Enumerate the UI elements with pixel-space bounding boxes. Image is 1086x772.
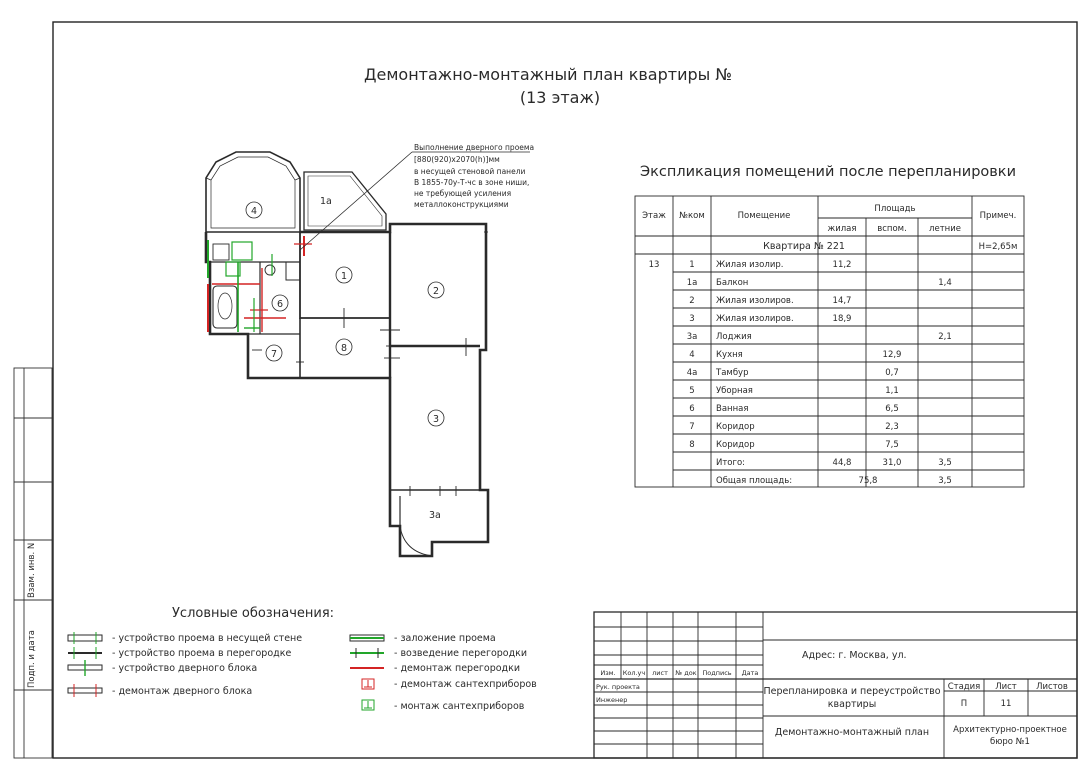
table-row: [689, 440, 898, 450]
svg-text:- возведение перегородки: - возведение перегородки: [394, 648, 528, 659]
table-row: [687, 278, 952, 288]
cell-living: 11,2: [832, 260, 852, 270]
cell-name: Уборная: [716, 386, 753, 396]
cell-name: Лоджия: [716, 332, 752, 342]
table-row: [689, 404, 898, 414]
cell-num: 3: [689, 314, 695, 324]
explication-title: Экспликация помещений после перепланировки: [639, 164, 1017, 180]
svg-text:- устройство дверного блока: - устройство дверного блока: [112, 663, 258, 674]
explication-rows: [687, 260, 952, 450]
cell-num: 1: [689, 260, 695, 270]
svg-text:- устройство проема в перегоро: - устройство проема в перегородке: [112, 648, 292, 659]
svg-text:3,5: 3,5: [938, 458, 952, 468]
room-3: 3: [432, 414, 440, 425]
svg-text:бюро №1: бюро №1: [990, 737, 1030, 747]
cell-name: Коридор: [716, 440, 755, 450]
room-1: 1: [340, 271, 348, 282]
table-row: [689, 260, 851, 270]
cell-num: 8: [689, 440, 695, 450]
svg-text:11: 11: [1000, 699, 1012, 709]
svg-text:Общая площадь:: Общая площадь:: [716, 476, 793, 486]
room-4: 4: [250, 206, 258, 217]
table-row: [689, 422, 898, 432]
svg-text:№ком: №ком: [679, 211, 705, 221]
svg-text:75,8: 75,8: [858, 476, 878, 486]
room-2: 2: [432, 286, 440, 297]
cell-num: 1а: [686, 278, 698, 288]
cell-num: 6: [689, 404, 695, 414]
cell-aux: 0,7: [885, 368, 899, 378]
svg-text:- демонтаж перегородки: - демонтаж перегородки: [394, 663, 521, 674]
svg-text:Квартира № 221: Квартира № 221: [763, 241, 845, 252]
cell-num: 4а: [686, 368, 698, 378]
svg-text:Итого:: Итого:: [716, 458, 746, 468]
svg-text:П: П: [960, 699, 968, 709]
side-stamp-replace: Взам. инв. N: [27, 542, 37, 598]
side-stamp-signature: Подп. и дата: [27, 630, 37, 688]
cell-name: Кухня: [716, 350, 743, 360]
svg-text:Инженер: Инженер: [596, 696, 628, 704]
svg-text:Изм.: Изм.: [600, 669, 616, 677]
table-row: [689, 386, 898, 396]
explication-totals: [716, 458, 952, 486]
cell-num: 2: [689, 296, 695, 306]
cell-name: Жилая изолир.: [716, 260, 784, 270]
table-row: [689, 314, 851, 324]
svg-text:13: 13: [648, 260, 660, 270]
svg-text:не требующей усиления: не требующей усиления: [414, 189, 512, 198]
legend-labels: [112, 633, 537, 712]
cell-num: 7: [689, 422, 695, 432]
svg-text:лист: лист: [652, 669, 668, 677]
svg-text:- демонтаж дверного блока: - демонтаж дверного блока: [112, 686, 253, 697]
cell-name: Балкон: [716, 278, 749, 288]
svg-text:в несущей стеновой панели: в несущей стеновой панели: [414, 167, 526, 176]
svg-text:летние: летние: [929, 224, 961, 234]
callout-note: [414, 143, 534, 209]
cell-summer: 1,4: [938, 278, 952, 288]
svg-text:- устройство проема в несущей: - устройство проема в несущей стене: [112, 633, 303, 644]
svg-text:- демонтаж сантехприборов: - демонтаж сантехприборов: [394, 679, 537, 690]
svg-text:Кол.уч: Кол.уч: [622, 669, 646, 677]
svg-text:Дата: Дата: [741, 669, 759, 677]
cell-num: 5: [689, 386, 695, 396]
plan-modifications: [208, 236, 312, 332]
svg-text:[880(920)x2070(h)]мм: [880(920)x2070(h)]мм: [414, 155, 500, 164]
door-marks: [252, 232, 488, 496]
cell-aux: 6,5: [885, 404, 899, 414]
svg-text:Листов: Листов: [1036, 682, 1068, 692]
svg-text:Площадь: Площадь: [874, 204, 916, 214]
svg-text:Адрес: г. Москва, ул.: Адрес: г. Москва, ул.: [802, 650, 907, 661]
svg-text:Помещение: Помещение: [737, 211, 791, 221]
table-row: [689, 350, 901, 360]
cell-name: Тамбур: [716, 368, 749, 378]
explication-header: [642, 204, 1017, 270]
svg-text:Лист: Лист: [995, 682, 1017, 692]
plan-subtitle: (13 этаж): [519, 88, 601, 107]
svg-text:Примеч.: Примеч.: [979, 211, 1017, 221]
room-markers: [246, 202, 444, 426]
cell-aux: 12,9: [882, 350, 902, 360]
svg-text:вспом.: вспом.: [877, 224, 907, 234]
svg-text:жилая: жилая: [827, 224, 857, 234]
svg-text:Этаж: Этаж: [642, 211, 666, 221]
svg-text:31,0: 31,0: [882, 458, 902, 468]
table-row: [689, 296, 851, 306]
plan-title: Демонтажно-монтажный план квартиры №: [364, 65, 732, 84]
room-7: 7: [270, 349, 278, 360]
svg-text:- монтаж сантехприборов: - монтаж сантехприборов: [394, 701, 525, 712]
cell-living: 14,7: [832, 296, 852, 306]
svg-text:Демонтажно-монтажный план: Демонтажно-монтажный план: [774, 727, 930, 738]
svg-text:Стадия: Стадия: [947, 682, 981, 692]
table-row: [687, 368, 899, 378]
svg-text:44,8: 44,8: [832, 458, 852, 468]
svg-text:Подпись: Подпись: [702, 669, 732, 677]
svg-text:Н=2,65м: Н=2,65м: [978, 242, 1018, 252]
room-6: 6: [276, 299, 284, 310]
svg-text:3,5: 3,5: [938, 476, 952, 486]
svg-text:Перепланировка и переустройств: Перепланировка и переустройство: [763, 686, 941, 697]
cell-aux: 2,3: [885, 422, 899, 432]
svg-text:№ док: № док: [675, 669, 697, 677]
cell-name: Жилая изолиров.: [716, 296, 794, 306]
cell-living: 18,9: [832, 314, 852, 324]
cell-aux: 1,1: [885, 386, 899, 396]
svg-text:квартиры: квартиры: [827, 699, 877, 710]
room-3a-label: 3а: [429, 510, 441, 521]
room-1a-label: 1а: [320, 196, 332, 207]
room-8: 8: [340, 343, 348, 354]
cell-name: Коридор: [716, 422, 755, 432]
cell-name: Жилая изолиров.: [716, 314, 794, 324]
svg-text:Архитектурно-проектное: Архитектурно-проектное: [953, 725, 1067, 735]
cell-num: 3а: [686, 332, 698, 342]
svg-text:В 1855-70у-Т-чс в зоне ниши,: В 1855-70у-Т-чс в зоне ниши,: [414, 178, 530, 187]
svg-text:- заложение проема: - заложение проема: [394, 633, 496, 644]
table-row: [687, 332, 952, 342]
svg-text:Рук. проекта: Рук. проекта: [596, 683, 640, 691]
svg-text:Выполнение дверного проема: Выполнение дверного проема: [414, 143, 535, 152]
cell-aux: 7,5: [885, 440, 899, 450]
legend-title: Условные обозначения:: [172, 606, 335, 621]
cell-summer: 2,1: [938, 332, 952, 342]
svg-text:металлоконструкциями: металлоконструкциями: [414, 200, 509, 209]
cell-num: 4: [689, 350, 695, 360]
cell-name: Ванная: [716, 404, 749, 414]
